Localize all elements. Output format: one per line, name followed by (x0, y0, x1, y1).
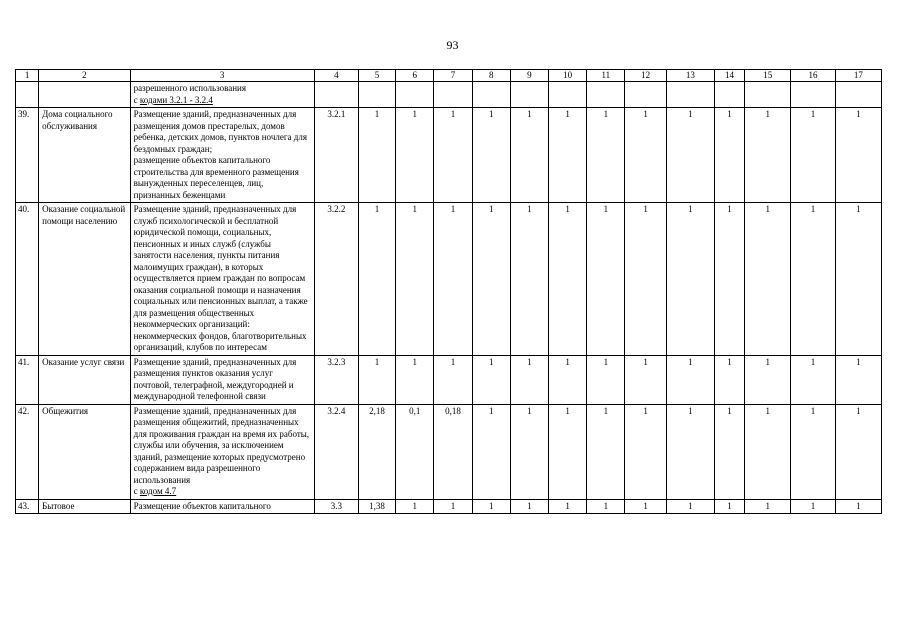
table-row (16, 108, 882, 203)
column-header: 16 (791, 70, 835, 82)
land-use-code: 3.2.1 (314, 108, 358, 203)
column-header: 9 (510, 70, 548, 82)
land-use-name: Оказание социальной помощи населению (39, 203, 131, 356)
column-header: 10 (549, 70, 587, 82)
land-use-table (15, 69, 882, 514)
column-header: 14 (714, 70, 744, 82)
coefficient-value: 1 (714, 355, 744, 404)
coefficient-value: 1 (745, 355, 791, 404)
row-number: 41. (16, 355, 39, 404)
coefficient-value: 1 (472, 108, 510, 203)
coefficient-value: 1 (791, 355, 835, 404)
coefficient-value: 1 (396, 108, 434, 203)
coefficient-value: 1 (625, 499, 666, 514)
coefficient-value: 1 (358, 108, 395, 203)
row-number: 40. (16, 203, 39, 356)
coefficient-value: 1 (587, 499, 625, 514)
row-number: 39. (16, 108, 39, 203)
description-text: Размещение зданий, предназначенных для служб психологической и бесплатной юридической помощи, социальных, пенсионных и иных служб (службы занятости населения, пункты питания малоимущих граждан), в которых осуществляется прием граждан по вопросам оказания социальной помощи и назначения социальных или пенсионных выплат, а также для размещения общественных некоммерческих организаций: некоммерческих фондов, благотворительных организаций, клубов по интересам (133, 204, 308, 352)
column-header: 2 (39, 70, 131, 82)
land-use-code: 3.2.2 (314, 203, 358, 356)
land-use-description (130, 203, 314, 356)
column-header: 3 (130, 70, 314, 82)
table-row (16, 355, 882, 404)
table-row (16, 203, 882, 356)
description-text: Размещение зданий, предназначенных для размещения пунктов оказания услуг почтовой, телеграфной, междугородней и международной телефонной связи (133, 356, 297, 401)
coefficient-value: 1 (666, 499, 714, 514)
cell-name (39, 82, 131, 108)
coefficient-value: 1 (587, 404, 625, 499)
coefficient-value: 1 (472, 203, 510, 356)
column-header: 17 (835, 70, 881, 82)
cell-description (130, 82, 314, 108)
land-use-name: Общежития (39, 404, 131, 499)
column-header: 4 (314, 70, 358, 82)
table-row (16, 404, 882, 499)
coefficient-value: 0,18 (434, 404, 472, 499)
description-text: Размещение зданий, предназначенных для размещения общежитий, предназначенных для проживания граждан на время их работы, службы или обучения, за исключением зданий, размещение которых предусмотрено содержанием вида разрешенного использования (133, 405, 310, 485)
coefficient-value: 1 (791, 404, 835, 499)
coefficient-value: 1 (549, 203, 587, 356)
land-use-name: Бытовое (39, 499, 131, 514)
coefficient-value: 2,18 (358, 404, 395, 499)
continuation-prefix: с (133, 94, 140, 105)
coefficient-value: 1 (587, 203, 625, 356)
column-header: 13 (666, 70, 714, 82)
table-row (16, 499, 882, 514)
column-header: 12 (625, 70, 666, 82)
column-header: 8 (472, 70, 510, 82)
coefficient-value: 1 (714, 203, 744, 356)
land-use-description (130, 499, 314, 514)
coefficient-value: 1 (745, 499, 791, 514)
coefficient-value: 1 (510, 355, 548, 404)
coefficient-value: 1 (714, 499, 744, 514)
coefficient-value: 1 (714, 404, 744, 499)
land-use-description (130, 355, 314, 404)
coefficient-value: 1 (549, 108, 587, 203)
column-header: 11 (587, 70, 625, 82)
coefficient-value: 1 (472, 355, 510, 404)
code-reference-link[interactable]: кодами 3.2.1 - 3.2.4 (139, 94, 213, 105)
coefficient-value: 1 (835, 499, 881, 514)
land-use-description (130, 108, 314, 203)
coefficient-value: 1 (625, 404, 666, 499)
coefficient-value: 1 (434, 108, 472, 203)
coefficient-value: 1 (510, 404, 548, 499)
coefficient-value: 1 (510, 203, 548, 356)
land-use-code: 3.2.4 (314, 404, 358, 499)
coefficient-value: 1 (510, 499, 548, 514)
coefficient-value: 1 (666, 108, 714, 203)
coefficient-value: 1 (358, 203, 395, 356)
coefficient-value: 1 (434, 355, 472, 404)
coefficient-value: 1 (745, 108, 791, 203)
land-use-code: 3.2.3 (314, 355, 358, 404)
column-header: 5 (358, 70, 395, 82)
coefficient-value: 1 (358, 355, 395, 404)
coefficient-value: 1 (434, 499, 472, 514)
coefficient-value: 1 (666, 203, 714, 356)
coefficient-value: 1,38 (358, 499, 395, 514)
coefficient-value: 1 (396, 355, 434, 404)
coefficient-value: 1 (549, 404, 587, 499)
coefficient-value: 1 (745, 404, 791, 499)
coefficient-value: 1 (791, 203, 835, 356)
page-number: 93 (446, 38, 459, 52)
description-text: Размещение зданий, предназначенных для размещения домов престарелых, домов ребенка, детских домов, пунктов ночлега для бездомных граждан; размещение объектов капитального строительства для временного размещения вынужденных переселенцев, лиц, признанных беженцами (133, 109, 307, 200)
column-header: 6 (396, 70, 434, 82)
coefficient-value: 1 (791, 499, 835, 514)
coefficient-value: 1 (472, 499, 510, 514)
coefficient-value: 1 (549, 355, 587, 404)
coefficient-value: 1 (510, 108, 548, 203)
coefficient-value: 1 (549, 499, 587, 514)
column-header: 15 (745, 70, 791, 82)
coefficient-value: 1 (625, 203, 666, 356)
coefficient-value: 1 (396, 499, 434, 514)
coefficient-value: 1 (835, 108, 881, 203)
column-header: 1 (16, 70, 39, 82)
continuation-text: разрешенного использования (133, 83, 246, 93)
land-use-code: 3.3 (314, 499, 358, 514)
coefficient-value: 1 (835, 355, 881, 404)
code-reference-link[interactable]: кодом 4.7 (139, 486, 177, 496)
description-prefix: с (133, 486, 140, 496)
continuation-row (16, 82, 882, 108)
land-use-name: Дома социального обслуживания (39, 108, 131, 203)
coefficient-value: 1 (587, 355, 625, 404)
coefficient-value: 1 (396, 203, 434, 356)
coefficient-value: 1 (666, 404, 714, 499)
row-number: 42. (16, 404, 39, 499)
coefficient-value: 0,1 (396, 404, 434, 499)
coefficient-value: 1 (625, 108, 666, 203)
header-row (16, 70, 882, 82)
coefficient-value: 1 (835, 404, 881, 499)
coefficient-value: 1 (714, 108, 744, 203)
coefficient-value: 1 (587, 108, 625, 203)
land-use-description (130, 404, 314, 499)
row-number: 43. (16, 499, 39, 514)
column-header: 7 (434, 70, 472, 82)
coefficient-value: 1 (791, 108, 835, 203)
coefficient-value: 1 (835, 203, 881, 356)
cell-num (16, 82, 39, 108)
coefficient-value: 1 (666, 355, 714, 404)
coefficient-value: 1 (625, 355, 666, 404)
coefficient-value: 1 (745, 203, 791, 356)
land-use-name: Оказание услуг связи (39, 355, 131, 404)
coefficient-value: 1 (472, 404, 510, 499)
description-text: Размещение объектов капитального (133, 500, 271, 511)
coefficient-value: 1 (434, 203, 472, 356)
